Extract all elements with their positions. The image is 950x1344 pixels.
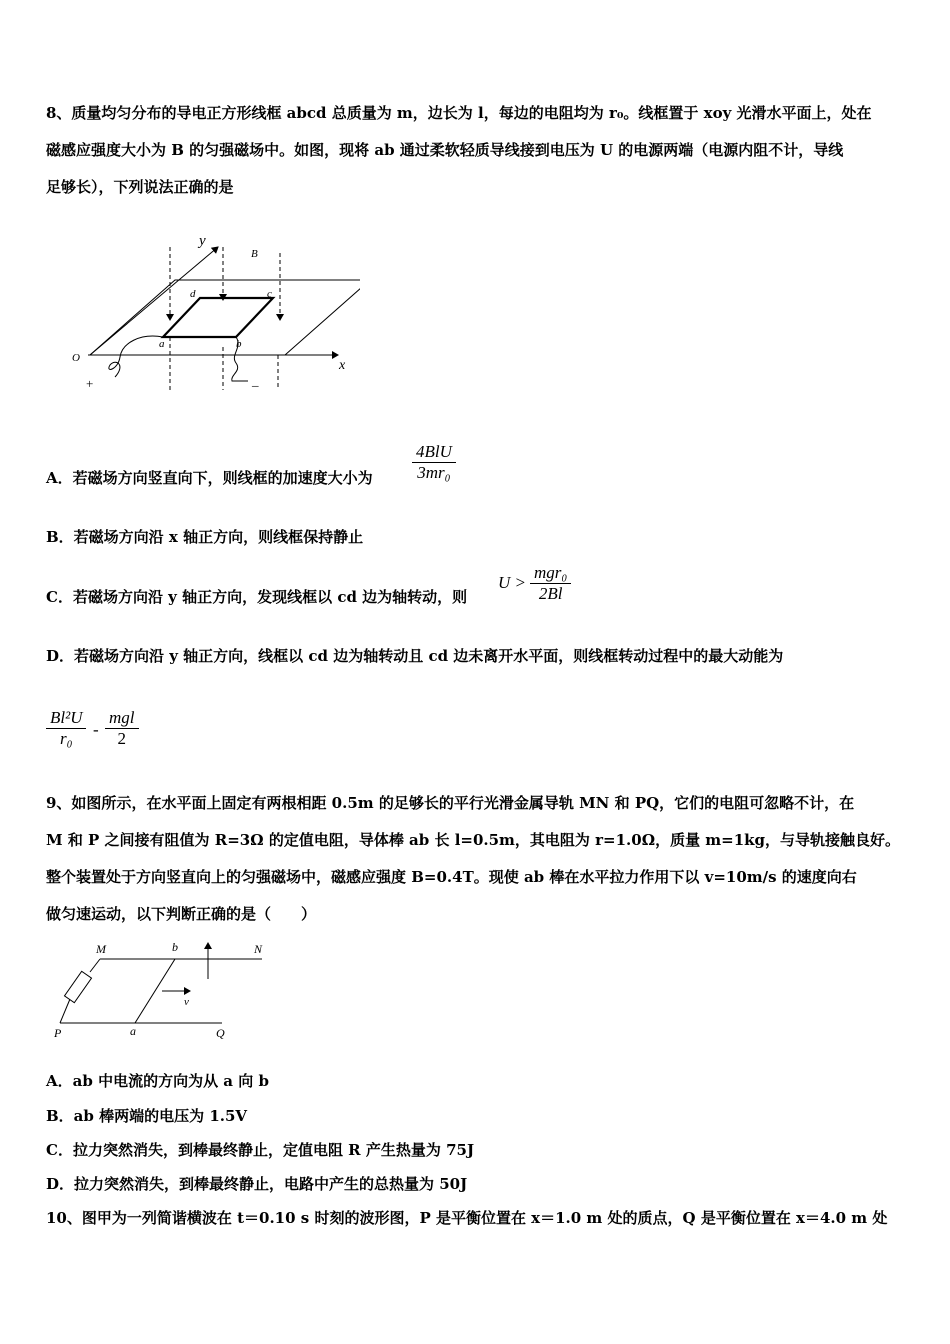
q8-option-c[interactable]: C．若磁场方向沿 y 轴正方向，发现线框以 cd 边为轴转动，则 (46, 588, 468, 606)
q9-option-d[interactable]: D．拉力突然消失，到棒最终静止，电路中产生的总热量为 50J (46, 1175, 468, 1193)
q9-line-4: 做匀速运动，以下判断正确的是（ ） (46, 905, 317, 923)
label-O: O (72, 352, 80, 364)
label-a: a (159, 338, 165, 350)
q8-option-d-minus: - (93, 720, 99, 739)
label-d: d (190, 288, 196, 300)
label-Q: Q (216, 1026, 225, 1040)
q8-option-c-fraction (530, 563, 571, 604)
fraction-numerator: mgr₀ (534, 563, 568, 582)
label-minus: _ (252, 373, 259, 388)
fraction-denominator: 2Bl (538, 584, 563, 603)
fraction-denominator: 2 (117, 729, 126, 748)
q9-figure (50, 935, 280, 1045)
q8-figure (60, 225, 360, 400)
label-y: y (199, 233, 206, 249)
label-x: x (339, 358, 346, 373)
y-axis (90, 247, 218, 355)
label-b: b (236, 338, 242, 350)
resistor (64, 971, 91, 1002)
label-b: b (172, 940, 178, 954)
fraction-denominator: r₀ (59, 729, 73, 748)
q8-option-b[interactable]: B．若磁场方向沿 x 轴正方向，则线框保持静止 (46, 528, 364, 546)
square-frame (163, 298, 273, 337)
label-M: M (96, 942, 106, 956)
q8-line-1: 8、质量均匀分布的导电正方形线框 abcd 总质量为 m，边长为 l，每边的电阻均为 r₀。线框置于 xoy 光滑水平面上，处在 (46, 104, 872, 122)
q9-line-3: 整个装置处于方向竖直向上的匀强磁场中，磁感应强度 B=0.4T。现使 ab 棒在水平拉力作用下以 v=10m/s 的速度向右 (46, 868, 857, 886)
fraction-numerator: Bl²U (50, 708, 83, 727)
q8-line-3: 足够长），下列说法正确的是 (46, 178, 234, 196)
fraction-denominator: 3mr₀ (417, 463, 451, 482)
label-c: c (267, 288, 272, 300)
q8-option-d-fraction-2 (105, 708, 139, 749)
label-plus: + (86, 376, 94, 391)
q8-option-a-fraction (412, 442, 456, 483)
label-P: P (54, 1026, 62, 1040)
q9-option-b[interactable]: B．ab 棒两端的电压为 1.5V (46, 1107, 248, 1125)
q8-option-d[interactable]: D．若磁场方向沿 y 轴正方向，线框以 cd 边为轴转动且 cd 边未离开水平面，则线框转动过程中的最大动能为 (46, 647, 784, 665)
q9-line-1: 9、如图所示，在水平面上固定有两根相距 0.5m 的足够长的平行光滑金属导轨 MN 和 PQ，它们的电阻可忽略不计，在 (46, 794, 855, 812)
label-v: v (184, 996, 189, 1008)
q9-line-2: M 和 P 之间接有阻值为 R=3Ω 的定值电阻，导体棒 ab 长 l=0.5m，其电阻为 r=1.0Ω，质量 m=1kg，与导轨接触良好。 (46, 831, 901, 849)
q9-option-c[interactable]: C．拉力突然消失，到棒最终静止，定值电阻 R 产生热量为 75J (46, 1141, 475, 1159)
q8-option-c-lhs: U > (498, 573, 526, 592)
wire-plus (109, 336, 163, 377)
q8-line-2: 磁感应强度大小为 B 的匀强磁场中。如图，现将 ab 通过柔软轻质导线接到电压为 U 的电源两端（电源内阻不计，导线 (46, 141, 844, 159)
label-N: N (254, 942, 263, 956)
fraction-numerator: mgl (109, 708, 135, 727)
q9-option-a[interactable]: A．ab 中电流的方向为从 a 向 b (46, 1072, 269, 1090)
label-a: a (130, 1024, 136, 1038)
q10-line-1: 10、图甲为一列简谐横波在 t＝0.10 s 时刻的波形图，P 是平衡位置在 x＝1.0 m 处的质点，Q 是平衡位置在 x＝4.0 m 处 (46, 1209, 888, 1227)
label-B: B (251, 248, 258, 260)
q8-option-d-fraction-1 (46, 708, 86, 749)
q8-option-a[interactable]: A．若磁场方向竖直向下，则线框的加速度大小为 (46, 469, 373, 487)
fraction-numerator: 4BlU (416, 442, 452, 461)
